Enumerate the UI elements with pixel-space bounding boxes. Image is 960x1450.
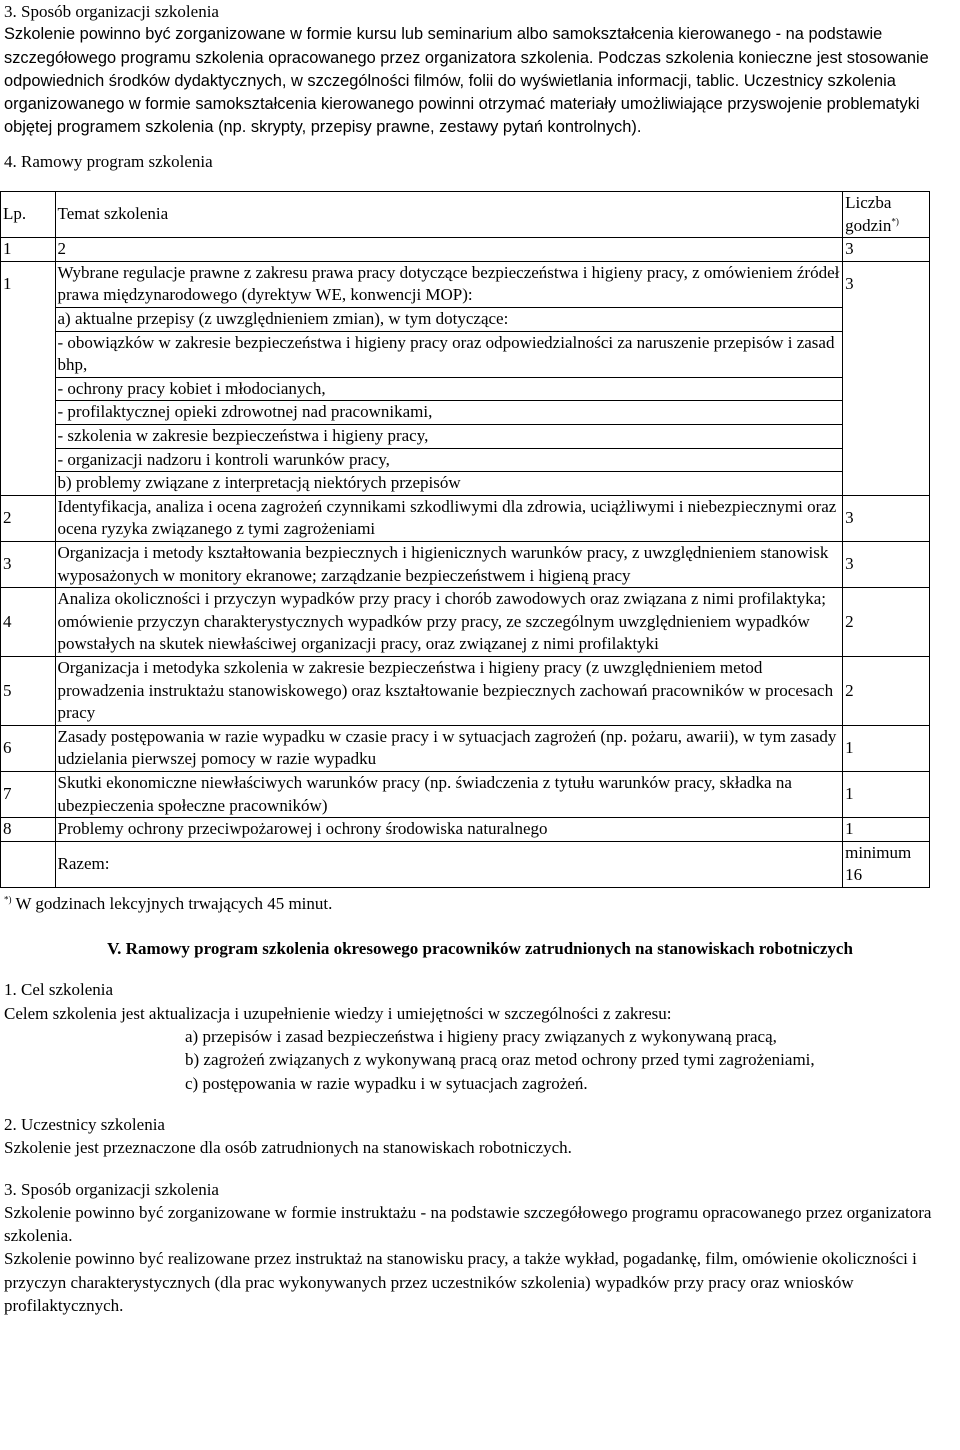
- header-hours-b: godzin: [845, 215, 892, 235]
- v1-item-c: c) postępowania w razie wypadku i w sytuacjach zagrożeń.: [185, 1073, 588, 1093]
- colnum-1: 1: [1, 238, 56, 262]
- row-4-topic: Analiza okoliczności i przyczyn wypadków przy pracy i chorób zawodowych oraz związana z nimi profilaktyka; omówienie przyczyn charakterystycznych wypadków przy pracy, ze szczególnym uwzględnieniem wypadków powstałych na skutek niewłaściwej organizacji pracy, oraz związanej z nimi profilaktyki: [55, 588, 843, 657]
- row-1-sub-training: - szkolenia w zakresie bezpieczeństwa i higieny pracy,: [55, 425, 843, 449]
- table-row: [1, 656, 930, 725]
- row-8-topic: Problemy ochrony przeciwpożarowej i ochrony środowiska naturalnego: [55, 818, 843, 842]
- row-1-sub-women: - ochrony pracy kobiet i młodocianych,: [55, 377, 843, 401]
- table-subrow: [1, 425, 930, 449]
- table-row: [1, 771, 930, 817]
- row-3-topic: Organizacja i metody kształtowania bezpiecznych i higienicznych warunków pracy, z uwzględnieniem stanowisk wyposażonych w monitory ekranowe; zarządzanie bezpieczeństwem i higieną pracy: [55, 541, 843, 587]
- row-8-hours: 1: [843, 818, 930, 842]
- row-1-lp: 1: [1, 261, 56, 307]
- row-1-sub-supervision: - organizacji nadzoru i kontroli warunków pracy,: [55, 448, 843, 472]
- total-empty-cell: [1, 841, 56, 887]
- section-4-heading: 4. Ramowy program szkolenia: [4, 151, 213, 171]
- section-3-heading: 3. Sposób organizacji szkolenia: [4, 2, 219, 21]
- v2-heading: 2. Uczestnicy szkolenia: [4, 1114, 165, 1134]
- row-2-hours: 3: [843, 495, 930, 541]
- table-subrow: [1, 448, 930, 472]
- row-7-lp: 7: [1, 771, 56, 817]
- footnote: [4, 892, 956, 915]
- v3-text-2: Szkolenie powinno być realizowane przez instruktaż na stanowisku pracy, a także wykład, pogadankę, film, omówienie okoliczności i przyczyn charakterystycznych (dla prac wykonywanych przez uczestników szkolenia) wypadków przy pracy oraz wniosków profilaktycznych.: [4, 1249, 917, 1316]
- row-3-hours: 3: [843, 541, 930, 587]
- row-6-hours: 1: [843, 725, 930, 771]
- row-5-hours: 2: [843, 656, 930, 725]
- footnote-marker: *): [4, 894, 12, 905]
- section-v-title: V. Ramowy program szkolenia okresowego pracowników zatrudnionych na stanowiskach robotniczych: [107, 939, 853, 959]
- v2-text: Szkolenie jest przeznaczone dla osób zatrudnionych na stanowiskach robotniczych.: [4, 1138, 572, 1158]
- section-3-paragraph: Szkolenie powinno być zorganizowane w formie kursu lub seminarium albo samokształcenia kierowanego - na podstawie szczegółowego programu szkolenia opracowanego przez organizatora szkolenia. Podczas szkolenia konieczne jest stosowanie odpowiednich środków dydaktycznych, w szczególności filmów, folii do wyświetlania informacji, tablic. Uczestnicy szkolenia organizowanego w formie samokształcenia kierowanego powinni otrzymać materiały umożliwiające przyswojenie problematyki objętej programem szkolenia (np. skrypty, przepisy prawne, zestawy pytań kontrolnych).: [4, 25, 929, 137]
- table-subrow: [1, 472, 930, 496]
- table-subrow: [1, 331, 930, 377]
- footnote-text: W godzinach lekcyjnych trwających 45 minut.: [11, 893, 333, 913]
- row-1-topic: Wybrane regulacje prawne z zakresu prawa pracy dotyczące bezpieczeństwa i higieny pracy, z omówieniem źródeł prawa międzynarodowego (dyrektyw WE, konwencji MOP):: [55, 261, 843, 307]
- table-row: [1, 495, 930, 541]
- total-label: Razem:: [55, 841, 843, 887]
- row-7-topic: Skutki ekonomiczne niewłaściwych warunków pracy (np. świadczenia z tytułu warunków pracy, składka na ubezpieczenia społeczne pracowników): [55, 771, 843, 817]
- table-row: [1, 541, 930, 587]
- colnum-3: 3: [843, 238, 930, 262]
- row-4-lp: 4: [1, 588, 56, 657]
- row-7-hours: 1: [843, 771, 930, 817]
- table-row: [1, 261, 930, 307]
- row-1-sub-b: b) problemy związane z interpretacją niektórych przepisów: [55, 472, 843, 496]
- v3-heading: 3. Sposób organizacji szkolenia: [4, 1179, 219, 1199]
- total-hours: [843, 841, 930, 887]
- total-hours-b: 16: [845, 865, 863, 885]
- table-subrow: [1, 377, 930, 401]
- header-hours-a: Liczba: [845, 193, 892, 213]
- row-1-hours: 3: [843, 261, 930, 307]
- header-hours-sup: *): [891, 216, 899, 227]
- table-colnum-row: [1, 238, 930, 262]
- table-row: [1, 818, 930, 842]
- table-row: [1, 725, 930, 771]
- row-4-hours: 2: [843, 588, 930, 657]
- total-hours-a: minimum: [845, 842, 912, 862]
- v1-item-a: a) przepisów i zasad bezpieczeństwa i higieny pracy związanych z wykonywaną pracą,: [185, 1027, 777, 1047]
- v1-intro: Celem szkolenia jest aktualizacja i uzupełnienie wiedzy i umiejętności w szczególności z zakresu:: [4, 1003, 672, 1023]
- row-3-lp: 3: [1, 541, 56, 587]
- row-8-lp: 8: [1, 818, 56, 842]
- row-1-sub-health: - profilaktycznej opieki zdrowotnej nad pracownikami,: [55, 401, 843, 425]
- program-table: [0, 191, 930, 888]
- v1-item-b: b) zagrożeń związanych z wykonywaną pracą oraz metod ochrony przed tymi zagrożeniami,: [185, 1050, 815, 1070]
- row-5-lp: 5: [1, 656, 56, 725]
- row-1-sub-duties: - obowiązków w zakresie bezpieczeństwa i higieny pracy oraz odpowiedzialności za naruszenie przepisów i zasad bhp,: [55, 331, 843, 377]
- header-lp: Lp.: [1, 192, 56, 238]
- row-2-topic: Identyfikacja, analiza i ocena zagrożeń czynnikami szkodliwymi dla zdrowia, uciążliwymi i niebezpiecznymi oraz ocena ryzyka związanego z tymi zagrożeniami: [55, 495, 843, 541]
- colnum-2: 2: [55, 238, 843, 262]
- table-total-row: [1, 841, 930, 887]
- table-row: [1, 588, 930, 657]
- row-6-lp: 6: [1, 725, 56, 771]
- table-header-row: [1, 192, 930, 238]
- header-topic: Temat szkolenia: [55, 192, 843, 238]
- table-subrow: [1, 401, 930, 425]
- row-2-lp: 2: [1, 495, 56, 541]
- v3-text-1: Szkolenie powinno być zorganizowane w formie instruktażu - na podstawie szczegółowego programu opracowanego przez organizatora szkolenia.: [4, 1202, 932, 1246]
- row-5-topic: Organizacja i metodyka szkolenia w zakresie bezpieczeństwa i higieny pracy (z uwzględnieniem metod prowadzenia instruktażu stanowiskowego) oraz kształtowanie bezpiecznych zachowań pracowników w procesach pracy: [55, 656, 843, 725]
- row-1-sub-a: a) aktualne przepisy (z uwzględnieniem zmian), w tym dotyczące:: [55, 308, 843, 332]
- table-subrow: [1, 308, 930, 332]
- v1-heading: 1. Cel szkolenia: [4, 980, 114, 1000]
- header-hours: [843, 192, 930, 238]
- row-6-topic: Zasady postępowania w razie wypadku w czasie pracy i w sytuacjach zagrożeń (np. pożaru, awarii), w tym zasady udzielania pierwszej pomocy w razie wypadku: [55, 725, 843, 771]
